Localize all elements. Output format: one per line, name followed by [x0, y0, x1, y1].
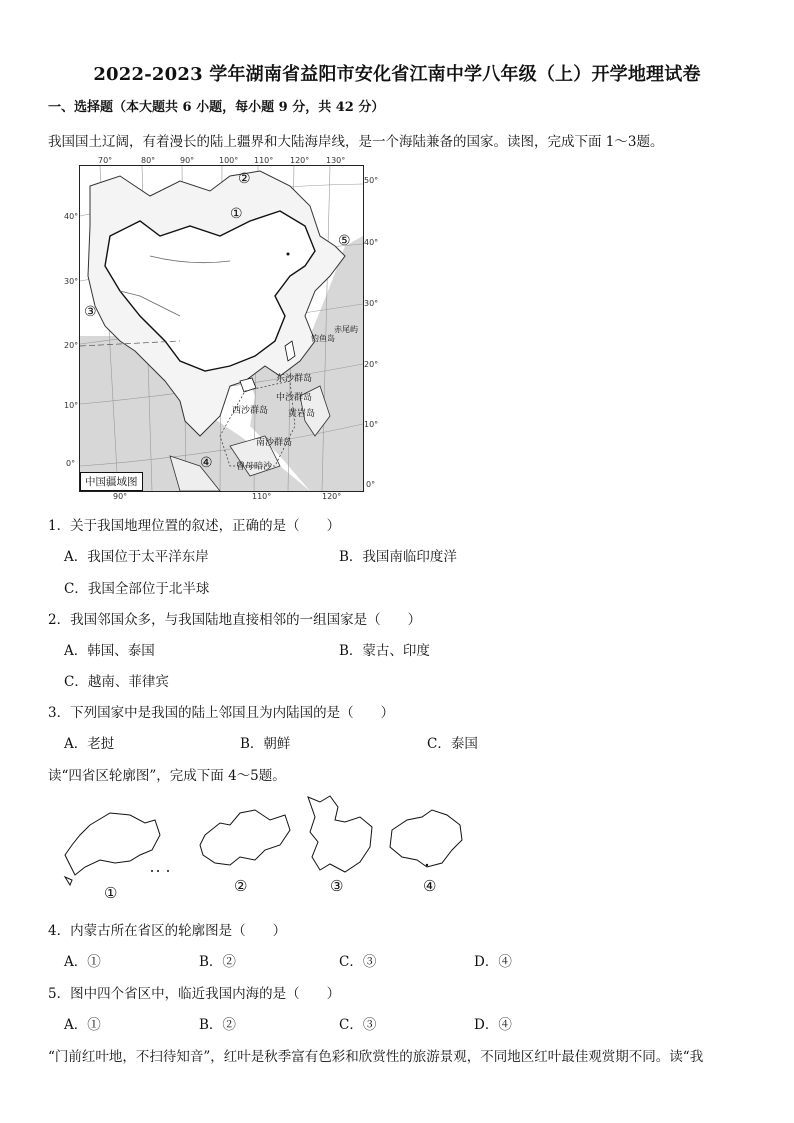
q3-option-c[interactable]: C．泰国: [427, 736, 478, 752]
q5-option-b[interactable]: B．②: [199, 1017, 236, 1033]
place-label: 黄岩岛: [288, 409, 316, 419]
tick-label: 0°: [66, 459, 76, 468]
question-2: 2．我国邻国众多，与我国陆地直接相邻的一组国家是（ ）: [48, 612, 422, 628]
q4-option-c[interactable]: C．③: [339, 954, 377, 970]
tick-label: 90°: [180, 156, 195, 165]
map-marker-2: ②: [238, 171, 251, 187]
exam-title: 2022-2023 学年湖南省益阳市安化省江南中学八年级（上）开学地理试卷: [93, 64, 701, 85]
q5-option-c[interactable]: C．③: [339, 1017, 377, 1033]
question-4: 4．内蒙古所在省区的轮廓图是（ ）: [48, 923, 287, 939]
intro-paragraph-3: “门前红叶地，不扫待知音”，红叶是秋季富有色彩和欣赏性的旅游景观，不同地区红叶最佳观赏期不同。读“我: [48, 1049, 704, 1065]
tick-label: 120°: [290, 156, 310, 165]
place-label: 西沙群岛: [232, 406, 269, 416]
q5-option-d[interactable]: D．④: [474, 1017, 512, 1033]
q1-option-a[interactable]: A．我国位于太平洋东岸: [64, 549, 209, 565]
q2-option-a[interactable]: A．韩国、泰国: [64, 643, 155, 659]
question-1: 1．关于我国地理位置的叙述，正确的是（ ）: [48, 518, 341, 534]
tick-label: 10°: [364, 420, 379, 429]
place-label: 钓鱼岛: [311, 334, 335, 343]
tick-label: 120°: [322, 492, 342, 501]
outline-label-1: ①: [104, 884, 118, 902]
q1-option-b[interactable]: B．我国南临印度洋: [339, 549, 457, 565]
place-label: 赤尾屿: [334, 325, 358, 334]
q4-option-b[interactable]: B．②: [199, 954, 236, 970]
place-label: 中沙群岛: [276, 393, 313, 403]
q2-option-b[interactable]: B．蒙古、印度: [339, 643, 430, 659]
map-legend: 中国疆域图: [80, 472, 143, 491]
tick-label: 110°: [254, 156, 274, 165]
outline-label-3: ③: [330, 877, 344, 895]
tick-label: 110°: [252, 492, 272, 501]
province-outline-1: [60, 805, 172, 890]
q2-option-c[interactable]: C．越南、菲律宾: [64, 674, 169, 690]
q4-option-a[interactable]: A．①: [64, 954, 101, 970]
section-heading: 一、选择题（本大题共 6 小题，每小题 9 分，共 42 分）: [48, 100, 385, 115]
tick-label: 40°: [64, 212, 79, 221]
place-label: 曾母暗沙: [236, 462, 273, 472]
q3-option-b[interactable]: B．朝鲜: [240, 736, 291, 752]
tick-label: 30°: [64, 277, 79, 286]
tick-label: 100°: [219, 156, 239, 165]
map-marker-4: ④: [200, 455, 213, 471]
province-outline-2: [195, 805, 295, 875]
map-marker-5: ⑤: [338, 233, 351, 249]
tick-label: 80°: [141, 156, 156, 165]
province-outline-3: [300, 792, 380, 882]
question-5: 5．图中四个省区中，临近我国内海的是（ ）: [48, 986, 341, 1002]
tick-label: 0°: [366, 480, 376, 489]
outline-label-2: ②: [234, 877, 248, 895]
map-marker-3: ③: [84, 304, 97, 320]
china-territory-map: [79, 165, 364, 492]
place-label: 东沙群岛: [276, 374, 313, 384]
intro-paragraph-2: 读“四省区轮廓图”，完成下面 4～5题。: [48, 768, 286, 784]
province-outline-4: [382, 805, 467, 875]
tick-label: 40°: [364, 238, 379, 247]
q3-option-a[interactable]: A．老挝: [64, 736, 115, 752]
tick-label: 10°: [64, 401, 79, 410]
tick-label: 130°: [326, 156, 346, 165]
q4-option-d[interactable]: D．④: [474, 954, 512, 970]
tick-label: 30°: [364, 299, 379, 308]
intro-paragraph-1: 我国国土辽阔，有着漫长的陆上疆界和大陆海岸线，是一个海陆兼备的国家。读图，完成下面 1～3题。: [48, 134, 664, 150]
outline-label-4: ④: [423, 877, 437, 895]
tick-label: 20°: [364, 360, 379, 369]
tick-label: 50°: [364, 176, 379, 185]
map-drawing: [80, 166, 363, 491]
q5-option-a[interactable]: A．①: [64, 1017, 101, 1033]
tick-label: 20°: [64, 341, 79, 350]
map-marker-1: ①: [230, 206, 243, 222]
tick-label: 90°: [113, 492, 128, 501]
place-label: 南沙群岛: [256, 438, 293, 448]
tick-label: 70°: [98, 156, 113, 165]
q1-option-c[interactable]: C．我国全部位于北半球: [64, 581, 210, 597]
question-3: 3．下列国家中是我国的陆上邻国且为内陆国的是（ ）: [48, 705, 395, 721]
